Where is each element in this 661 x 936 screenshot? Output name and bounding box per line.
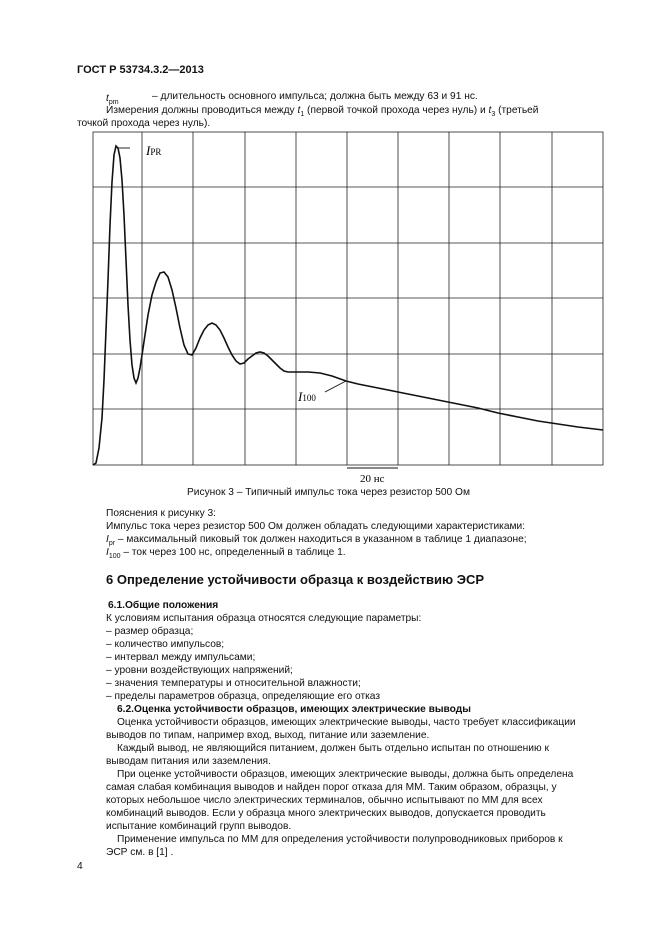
paragraph-3-line: При оценке устойчивости образцов, имеющих электрические выводы, должна быть определена bbox=[117, 769, 574, 780]
list-item: – значения температуры и относительной влажности; bbox=[106, 678, 361, 689]
notes-line-1: Импульс тока через резистор 500 Ом должен обладать следующими характеристиками: bbox=[106, 521, 526, 532]
paragraph-4-line: ЭСР см. в [1] . bbox=[106, 847, 174, 858]
measurement-line-1 bbox=[106, 105, 538, 118]
current-pulse-figure bbox=[88, 130, 608, 485]
meas-pre: Измерения должны проводиться между bbox=[106, 105, 298, 116]
list-item: – пределы параметров образца, определяющие его отказ bbox=[106, 691, 381, 702]
scale-label: 20 нс bbox=[360, 473, 385, 485]
paragraph-3-line: комбинаций выводов. Если у образца много электрических выводов, допускается проводить bbox=[106, 808, 546, 819]
section-6-2-title: 6.2.Оценка устойчивости образцов, имеющих электрические выводы bbox=[117, 704, 471, 715]
i100-leader-line bbox=[325, 381, 346, 392]
t3-sub: 3 bbox=[491, 111, 496, 119]
tpm-symbol-letter: t bbox=[106, 93, 109, 104]
t1-sym: t bbox=[297, 105, 301, 116]
grid-border bbox=[93, 132, 603, 465]
list-item: – размер образца; bbox=[106, 626, 194, 637]
page-header-title: ГОСТ Р 53734.3.2—2013 bbox=[77, 64, 204, 76]
meas-mid: (первой точкой прохода через нуль) и bbox=[304, 105, 489, 116]
page-number: 4 bbox=[77, 861, 83, 872]
section-6-title: 6 Определение устойчивости образца к воздействию ЭСР bbox=[106, 572, 485, 587]
paragraph-3-line: которых небольшое число электрических терминалов, обычно испытывают по ММ для всех bbox=[106, 795, 543, 806]
notes-title: Пояснения к рисунку 3: bbox=[106, 508, 217, 519]
list-item: – интервал между импульсами; bbox=[106, 652, 256, 663]
t3-sym: t bbox=[488, 105, 492, 116]
t1-sub: 1 bbox=[300, 111, 305, 119]
ipr-note-sub: pr bbox=[108, 540, 116, 548]
ipr-note-text: – максимальный пиковый ток должен находиться в указанном в таблице 1 диапазоне; bbox=[115, 534, 527, 545]
i100-note-text: – ток через 100 нс, определенный в таблице 1. bbox=[120, 547, 346, 558]
paragraph-1-line: Оценка устойчивости образцов, имеющих электрические выводы, часто требует классификации bbox=[117, 717, 576, 728]
measurement-line-2: точкой прохода через нуль). bbox=[77, 118, 211, 129]
i100-note-sub: 100 bbox=[108, 553, 121, 561]
paragraph-3-line: самая слабая комбинация выводов и найден порог отказа для ММ. Таким образом, образцы, у bbox=[106, 782, 557, 793]
i100-label bbox=[297, 389, 316, 404]
ipr-note-sym: I bbox=[106, 534, 109, 545]
paragraph-1-line: выводов по типам, например вход, выход, питание или заземление. bbox=[106, 730, 430, 741]
ipr-sym: I bbox=[146, 143, 151, 158]
paragraph-2-line: выводам питания или заземления. bbox=[106, 756, 271, 767]
paragraph-2-line: Каждый вывод, не являющийся питанием, должен быть отдельно испытан по отношению к bbox=[117, 743, 549, 754]
tpm-symbol-sub: pm bbox=[108, 99, 119, 107]
notes-line-2 bbox=[106, 534, 527, 547]
figure-caption: Рисунок 3 – Типичный импульс тока через резистор 500 Ом bbox=[187, 487, 470, 498]
meas-post: (третьей bbox=[495, 105, 539, 116]
paragraph-4-line: Применение импульса по ММ для определения устойчивости полупроводниковых приборов к bbox=[117, 834, 563, 845]
ipr-label bbox=[145, 143, 161, 158]
i100-note-sym: I bbox=[106, 547, 109, 558]
list-item: – уровни воздействующих напряжений; bbox=[106, 665, 293, 676]
tpm-definition: – длительность основного импульса; должна быть между 63 и 91 нс. bbox=[152, 91, 478, 102]
ipr-sub: PR bbox=[150, 147, 162, 157]
section-6-1-intro: К условиям испытания образца относятся следующие параметры: bbox=[106, 613, 422, 624]
pulse-waveform bbox=[93, 146, 603, 465]
i100-sub: 100 bbox=[302, 393, 316, 403]
notes-line-3 bbox=[106, 547, 346, 560]
section-6-1-title: 6.1.Общие положения bbox=[108, 600, 219, 611]
i100-sym: I bbox=[298, 389, 303, 404]
oscillogram-grid bbox=[93, 132, 603, 465]
paragraph-3-line: испытание комбинаций групп выводов. bbox=[106, 821, 292, 832]
list-item: – количество импульсов; bbox=[106, 639, 225, 650]
